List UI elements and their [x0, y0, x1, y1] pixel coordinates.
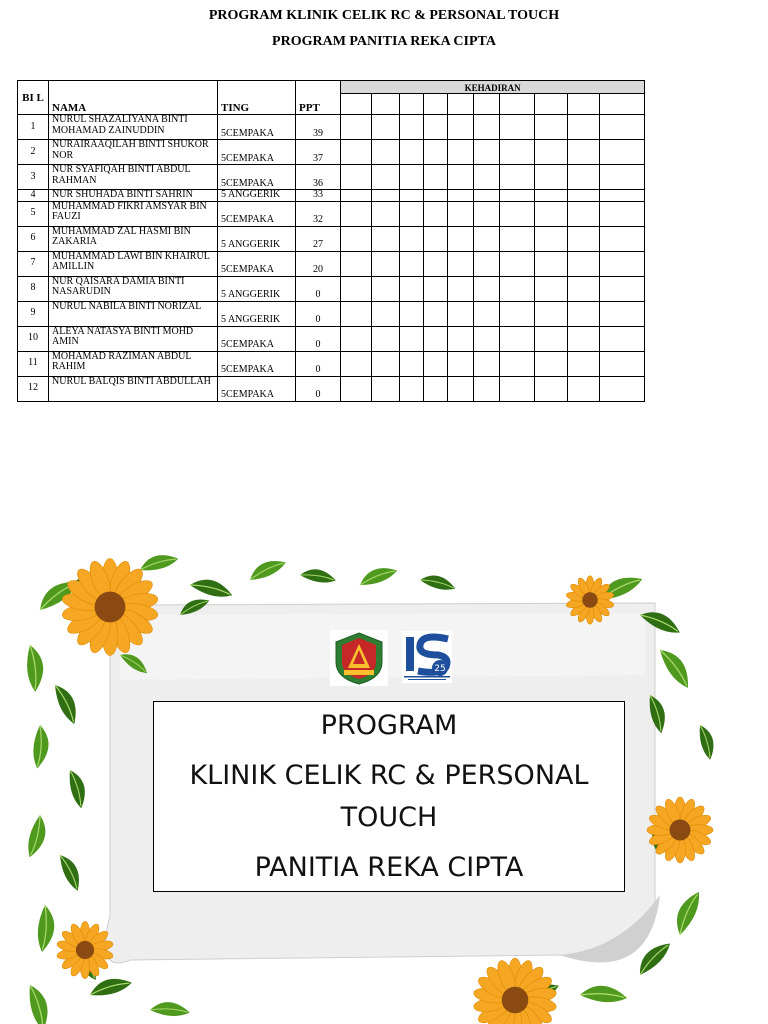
attendance-cell [474, 201, 500, 226]
attendance-cell [474, 276, 500, 301]
table-row [18, 201, 645, 226]
attendance-cell [400, 276, 424, 301]
kehadiran-column-header [600, 94, 645, 115]
cell-ppt: 0 [296, 351, 341, 376]
attendance-cell [424, 251, 448, 276]
cell-bil: 1 [18, 115, 49, 140]
attendance-cell [568, 165, 600, 190]
attendance-cell [474, 326, 500, 351]
attendance-cell [500, 226, 535, 251]
kehadiran-column-header [535, 94, 568, 115]
cell-nama: NUR SHUHADA BINTI SAHRIN [49, 190, 218, 202]
attendance-cell [535, 115, 568, 140]
attendance-cell [474, 140, 500, 165]
attendance-cell [600, 376, 645, 401]
cell-ting: 5 ANGGERIK [218, 276, 296, 301]
attendance-cell [535, 376, 568, 401]
attendance-cell [568, 251, 600, 276]
sunflower-decoration [473, 958, 558, 1024]
cell-nama: MOHAMAD RAZIMAN ABDUL RAHIM [49, 351, 218, 376]
attendance-cell [400, 376, 424, 401]
leaf-decoration [150, 999, 191, 1019]
attendance-cell [535, 251, 568, 276]
attendance-cell [400, 351, 424, 376]
attendance-cell [372, 201, 400, 226]
cell-bil: 9 [18, 301, 49, 326]
attendance-cell [568, 226, 600, 251]
attendance-cell [341, 376, 372, 401]
attendance-cell [400, 165, 424, 190]
cell-ting: 5CEMPAKA [218, 376, 296, 401]
col-header-ppt: PPT [296, 81, 341, 115]
attendance-cell [600, 326, 645, 351]
cell-ting: 5CEMPAKA [218, 201, 296, 226]
attendance-cell [568, 201, 600, 226]
table-row [18, 115, 645, 140]
cell-ting: 5CEMPAKA [218, 251, 296, 276]
attendance-cell [535, 165, 568, 190]
table-row [18, 251, 645, 276]
attendance-cell [400, 326, 424, 351]
table-row [18, 351, 645, 376]
leaf-decoration [58, 851, 84, 893]
cell-bil: 11 [18, 351, 49, 376]
cell-nama: NURUL NABILA BINTI NORIZAL [49, 301, 218, 326]
attendance-cell [535, 226, 568, 251]
attendance-cell [474, 165, 500, 190]
attendance-cell [474, 251, 500, 276]
cell-ting: 5CEMPAKA [218, 140, 296, 165]
attendance-cell [474, 190, 500, 202]
attendance-cell [500, 201, 535, 226]
attendance-cell [341, 351, 372, 376]
attendance-cell [341, 226, 372, 251]
cell-nama: NUR SYAFIQAH BINTI ABDUL RAHMAN [49, 165, 218, 190]
cell-ppt: 37 [296, 140, 341, 165]
cell-bil: 3 [18, 165, 49, 190]
leaf-decoration [657, 643, 694, 692]
cell-ppt: 20 [296, 251, 341, 276]
leaf-decoration [698, 723, 716, 761]
attendance-cell [568, 115, 600, 140]
cell-ting: 5 ANGGERIK [218, 301, 296, 326]
attendance-cell [424, 276, 448, 301]
table-row [18, 326, 645, 351]
leaf-decoration [27, 645, 43, 692]
attendance-cell [341, 301, 372, 326]
table-row [18, 376, 645, 401]
attendance-cell [600, 351, 645, 376]
attendance-cell [400, 140, 424, 165]
attendance-cell [500, 190, 535, 202]
attendance-table-body [18, 115, 645, 402]
leaf-decoration [419, 570, 457, 594]
attendance-cell [448, 140, 474, 165]
poster-title-line-3: TOUCH [340, 802, 438, 833]
attendance-cell [424, 115, 448, 140]
attendance-cell [448, 376, 474, 401]
attendance-cell [448, 115, 474, 140]
attendance-cell [448, 201, 474, 226]
attendance-cell [341, 115, 372, 140]
attendance-cell [372, 326, 400, 351]
kehadiran-column-header [474, 94, 500, 115]
cell-ppt: 0 [296, 376, 341, 401]
table-row [18, 276, 645, 301]
poster-title-line-2: KLINIK CELIK RC & PERSONAL [189, 760, 589, 791]
cell-nama: NURUL BALQIS BINTI ABDULLAH [49, 376, 218, 401]
attendance-cell [568, 301, 600, 326]
attendance-cell [448, 190, 474, 202]
attendance-cell [535, 140, 568, 165]
cell-ppt: 0 [296, 276, 341, 301]
kehadiran-column-header [341, 94, 372, 115]
attendance-cell [372, 301, 400, 326]
attendance-cell [424, 201, 448, 226]
cell-bil: 2 [18, 140, 49, 165]
attendance-cell [568, 376, 600, 401]
attendance-cell [568, 140, 600, 165]
attendance-cell [474, 376, 500, 401]
attendance-cell [500, 326, 535, 351]
attendance-cell [500, 301, 535, 326]
attendance-cell [424, 140, 448, 165]
attendance-cell [535, 276, 568, 301]
attendance-cell [500, 165, 535, 190]
cell-ting: 5CEMPAKA [218, 115, 296, 140]
attendance-cell [535, 201, 568, 226]
table-row [18, 140, 645, 165]
attendance-cell [535, 351, 568, 376]
attendance-cell [341, 276, 372, 301]
cell-ting: 5 ANGGERIK [218, 226, 296, 251]
attendance-cell [448, 251, 474, 276]
attendance-cell [424, 190, 448, 202]
poster-title-line-4: PANITIA REKA CIPTA [254, 852, 524, 883]
cell-ting: 5CEMPAKA [218, 165, 296, 190]
attendance-cell [600, 226, 645, 251]
attendance-cell [424, 226, 448, 251]
cell-bil: 4 [18, 190, 49, 202]
attendance-cell [372, 251, 400, 276]
cell-bil: 12 [18, 376, 49, 401]
attendance-cell [341, 251, 372, 276]
kehadiran-column-header [568, 94, 600, 115]
attendance-cell [448, 276, 474, 301]
attendance-cell [424, 326, 448, 351]
attendance-cell [500, 115, 535, 140]
cell-ting: 5 ANGGERIK [218, 190, 296, 202]
attendance-cell [474, 226, 500, 251]
attendance-cell [500, 276, 535, 301]
cell-bil: 6 [18, 226, 49, 251]
table-row [18, 301, 645, 326]
sunflower-decoration [56, 921, 114, 978]
attendance-cell [600, 301, 645, 326]
cell-ppt: 39 [296, 115, 341, 140]
attendance-cell [535, 190, 568, 202]
attendance-cell [568, 326, 600, 351]
leaf-decoration [579, 982, 628, 1006]
attendance-cell [372, 376, 400, 401]
leaf-decoration [52, 681, 81, 727]
attendance-cell [424, 351, 448, 376]
school-crest-logo [330, 630, 388, 686]
cell-nama: NURUL SHAZALIYANA BINTI MOHAMAD ZAINUDDIN [49, 115, 218, 140]
attendance-cell [341, 326, 372, 351]
attendance-cell [400, 190, 424, 202]
attendance-cell [372, 190, 400, 202]
attendance-cell [341, 140, 372, 165]
leaf-decoration [34, 904, 58, 953]
attendance-cell [600, 201, 645, 226]
poster-title-box [153, 701, 625, 892]
attendance-cell [341, 165, 372, 190]
attendance-cell [568, 276, 600, 301]
cell-nama: MUHAMMAD ZAL HASMI BIN ZAKARIA [49, 226, 218, 251]
cell-bil: 8 [18, 276, 49, 301]
cell-ppt: 36 [296, 165, 341, 190]
logo-number-text: 25 [434, 664, 446, 674]
attendance-cell [500, 351, 535, 376]
cell-ppt: 0 [296, 326, 341, 351]
cell-bil: 7 [18, 251, 49, 276]
attendance-cell [600, 165, 645, 190]
cell-ppt: 32 [296, 201, 341, 226]
table-row [18, 226, 645, 251]
attendance-cell [448, 326, 474, 351]
col-header-kehadiran: KEHADIRAN [341, 81, 645, 94]
attendance-cell [400, 115, 424, 140]
attendance-cell [535, 301, 568, 326]
cell-bil: 5 [18, 201, 49, 226]
attendance-cell [600, 115, 645, 140]
attendance-cell [474, 351, 500, 376]
col-header-ting: TING [218, 81, 296, 115]
leaf-decoration [23, 814, 52, 860]
attendance-cell [372, 351, 400, 376]
attendance-cell [400, 226, 424, 251]
attendance-cell [424, 301, 448, 326]
cell-ppt: 0 [296, 301, 341, 326]
attendance-cell [372, 276, 400, 301]
poster-title-line-1: PROGRAM [320, 710, 458, 741]
cell-nama: NUR QAISARA DAMIA BINTI NASARUDIN [49, 276, 218, 301]
document-subtitle: PROGRAM PANITIA REKA CIPTA [272, 34, 496, 49]
leaf-decoration [299, 565, 337, 586]
attendance-cell [400, 301, 424, 326]
attendance-cell [568, 351, 600, 376]
attendance-cell [372, 226, 400, 251]
attendance-cell [600, 251, 645, 276]
cell-ting: 5CEMPAKA [218, 351, 296, 376]
attendance-cell [424, 165, 448, 190]
leaf-decoration [189, 574, 235, 603]
attendance-cell [600, 140, 645, 165]
cell-ppt: 27 [296, 226, 341, 251]
table-row [18, 190, 645, 202]
leaf-decoration [27, 983, 51, 1024]
kehadiran-column-header [500, 94, 535, 115]
cell-nama: MUHAMMAD LAWI BIN KHAIRUL AMILLIN [49, 251, 218, 276]
attendance-cell [535, 326, 568, 351]
attendance-cell [500, 251, 535, 276]
sunflower-decoration [647, 797, 713, 863]
attendance-table [17, 80, 645, 402]
attendance-cell [448, 226, 474, 251]
kehadiran-column-header [448, 94, 474, 115]
kehadiran-column-header [372, 94, 400, 115]
cell-nama: MUHAMMAD FIKRI AMSYAR BIN FAUZI [49, 201, 218, 226]
leaf-decoration [246, 556, 288, 582]
leaf-decoration [68, 768, 88, 809]
cell-bil: 10 [18, 326, 49, 351]
leaf-decoration [30, 725, 52, 770]
attendance-cell [400, 251, 424, 276]
attendance-cell [448, 301, 474, 326]
attendance-cell [568, 190, 600, 202]
leaf-decoration [669, 888, 706, 937]
attendance-cell [600, 276, 645, 301]
cell-nama: NURAIRAAQILAH BINTI SHUKOR NOR [49, 140, 218, 165]
cell-ppt: 33 [296, 190, 341, 202]
table-row [18, 165, 645, 190]
document-title: PROGRAM KLINIK CELIK RC & PERSONAL TOUCH [208, 8, 560, 23]
attendance-cell [372, 165, 400, 190]
attendance-cell [372, 115, 400, 140]
leaf-decoration [138, 555, 179, 572]
attendance-cell [424, 376, 448, 401]
attendance-cell [500, 140, 535, 165]
col-header-nama: NAMA [49, 81, 218, 115]
attendance-cell [500, 376, 535, 401]
kehadiran-column-header [424, 94, 448, 115]
attendance-cell [341, 190, 372, 202]
attendance-cell [474, 301, 500, 326]
attendance-cell [474, 115, 500, 140]
attendance-cell [600, 190, 645, 202]
cell-ting: 5CEMPAKA [218, 326, 296, 351]
program-25-logo [402, 631, 452, 683]
attendance-cell [448, 165, 474, 190]
attendance-cell [341, 201, 372, 226]
attendance-cell [372, 140, 400, 165]
col-header-bil: BI L [18, 81, 49, 115]
leaf-decoration [357, 564, 399, 587]
attendance-cell [400, 201, 424, 226]
cell-nama: ALEYA NATASYA BINTI MOHD AMIN [49, 326, 218, 351]
kehadiran-column-header [400, 94, 424, 115]
attendance-cell [448, 351, 474, 376]
